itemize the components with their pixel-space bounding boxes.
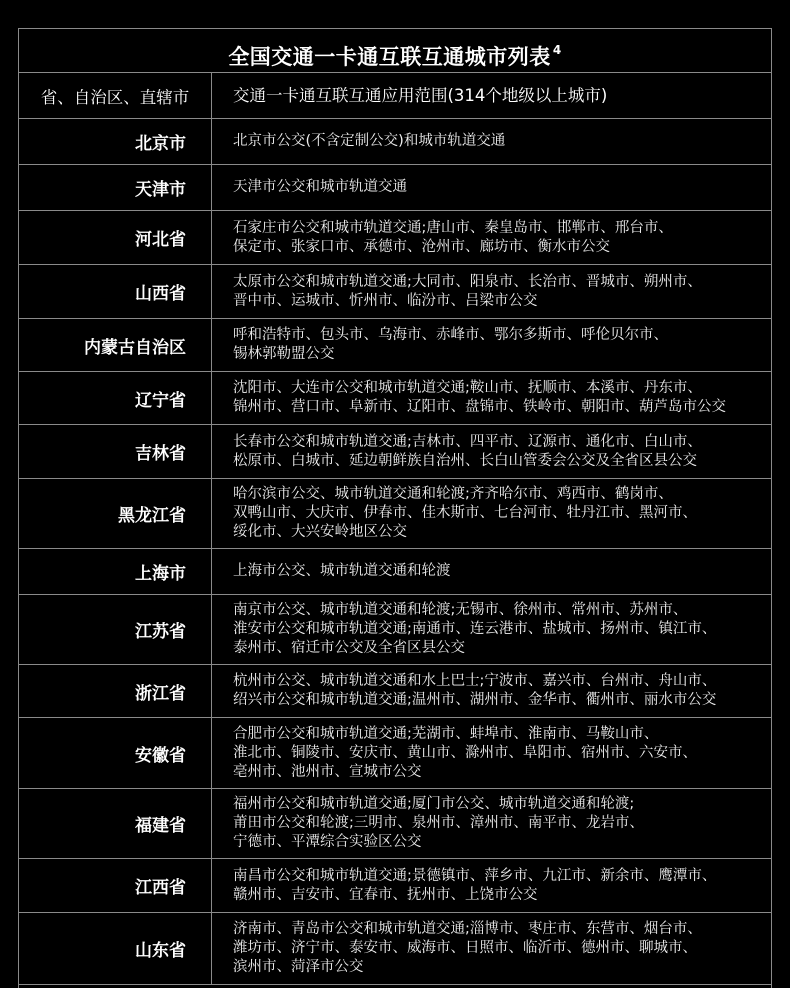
table-row bbox=[19, 595, 771, 665]
table-title-text: 全国交通一卡通互联互通城市列表 bbox=[228, 45, 551, 69]
table-row bbox=[19, 665, 771, 718]
table-row bbox=[19, 425, 771, 479]
header-scope: 交通一卡通互联互通应用范围(314个地级以上城市) bbox=[233, 86, 608, 105]
table-row bbox=[19, 913, 771, 985]
province-name: 江苏省 bbox=[19, 595, 212, 664]
province-name: 江西省 bbox=[19, 859, 212, 912]
province-name: 北京市 bbox=[19, 119, 212, 164]
province-name: 上海市 bbox=[19, 549, 212, 594]
scope-text: 北京市公交(不含定制公交)和城市轨道交通 bbox=[233, 133, 506, 149]
footnote-marker: 4 bbox=[552, 43, 562, 57]
province-name: 河北省 bbox=[19, 211, 212, 264]
scope-text: 合肥市公交和城市轨道交通;芜湖市、蚌埠市、淮南市、马鞍山市、 淮北市、铜陵市、安庆市、黄山市、滁州市、阜阳市、宿州市、六安市、 亳州市、池州市、宣城市公交 bbox=[233, 725, 697, 780]
scope-text: 南京市公交、城市轨道交通和轮渡;无锡市、徐州市、常州市、苏州市、 淮安市公交和城市轨道交通;南通市、连云港市、盐城市、扬州市、镇江市、 泰州市、宿迁市公交及全省区县公交 bbox=[233, 602, 717, 656]
province-name: 安徽省 bbox=[19, 718, 212, 788]
scope-text: 太原市公交和城市轨道交通;大同市、阳泉市、长治市、晋城市、朔州市、 晋中市、运城市、忻州市、临汾市、吕梁市公交 bbox=[233, 273, 702, 309]
city-list-table bbox=[18, 28, 772, 988]
scope-text: 石家庄市公交和城市轨道交通;唐山市、秦皇岛市、邯郸市、邢台市、 保定市、张家口市、承德市、沧州市、廊坊市、衡水市公交 bbox=[233, 219, 673, 255]
scope-text: 济南市、青岛市公交和城市轨道交通;淄博市、枣庄市、东营市、烟台市、 潍坊市、济宁市、泰安市、威海市、日照市、临沂市、德州市、聊城市、 滨州市、菏泽市公交 bbox=[233, 921, 702, 975]
province-name: 吉林省 bbox=[19, 425, 212, 478]
scope-text: 杭州市公交、城市轨道交通和水上巴士;宁波市、嘉兴市、台州市、舟山市、 绍兴市公交和城市轨道交通;温州市、湖州市、金华市、衢州市、丽水市公交 bbox=[233, 673, 717, 708]
table-row bbox=[19, 165, 771, 211]
province-name: 山东省 bbox=[19, 913, 212, 984]
scope-text: 长春市公交和城市轨道交通;吉林市、四平市、辽源市、通化市、白山市、 松原市、白城市、延边朝鲜族自治州、长白山管委会公交及全省区县公交 bbox=[233, 433, 702, 469]
header-province: 省、自治区、直辖市 bbox=[19, 73, 212, 118]
province-name: 福建省 bbox=[19, 789, 212, 858]
table-row bbox=[19, 549, 771, 595]
table-row bbox=[19, 211, 771, 265]
province-name: 山西省 bbox=[19, 265, 212, 318]
province-name: 辽宁省 bbox=[19, 372, 212, 424]
table-row bbox=[19, 319, 771, 372]
scope-text: 呼和浩特市、包头市、乌海市、赤峰市、鄂尔多斯市、呼伦贝尔市、 锡林郭勒盟公交 bbox=[233, 327, 668, 362]
scope-text: 哈尔滨市公交、城市轨道交通和轮渡;齐齐哈尔市、鸡西市、鹤岗市、 双鸭山市、大庆市、伊春市、佳木斯市、七台河市、牡丹江市、黑河市、 绥化市、大兴安岭地区公交 bbox=[233, 486, 697, 540]
table-row bbox=[19, 372, 771, 425]
table-row bbox=[19, 718, 771, 789]
table-row bbox=[19, 265, 771, 319]
table-title bbox=[19, 29, 771, 73]
scope-text: 沈阳市、大连市公交和城市轨道交通;鞍山市、抚顺市、本溪市、丹东市、 锦州市、营口市、阜新市、辽阳市、盘锦市、铁岭市、朝阳市、葫芦岛市公交 bbox=[233, 380, 726, 415]
scope-text: 南昌市公交和城市轨道交通;景德镇市、萍乡市、九江市、新余市、鹰潭市、 赣州市、吉安市、宜春市、抚州市、上饶市公交 bbox=[233, 867, 717, 903]
scope-text: 天津市公交和城市轨道交通 bbox=[233, 179, 407, 195]
province-name: 内蒙古自治区 bbox=[19, 319, 212, 371]
table-row bbox=[19, 859, 771, 913]
scope-text: 上海市公交、城市轨道交通和轮渡 bbox=[233, 563, 451, 579]
province-name: 浙江省 bbox=[19, 665, 212, 717]
table-row bbox=[19, 119, 771, 165]
province-name: 黑龙江省 bbox=[19, 479, 212, 548]
table-row bbox=[19, 789, 771, 859]
table-row bbox=[19, 479, 771, 549]
scope-text: 福州市公交和城市轨道交通;厦门市公交、城市轨道交通和轮渡; 莆田市公交和轮渡;三明市、泉州市、漳州市、南平市、龙岩市、 宁德市、平潭综合实验区公交 bbox=[233, 796, 644, 850]
province-name: 天津市 bbox=[19, 165, 212, 210]
table-header-row bbox=[19, 73, 771, 119]
